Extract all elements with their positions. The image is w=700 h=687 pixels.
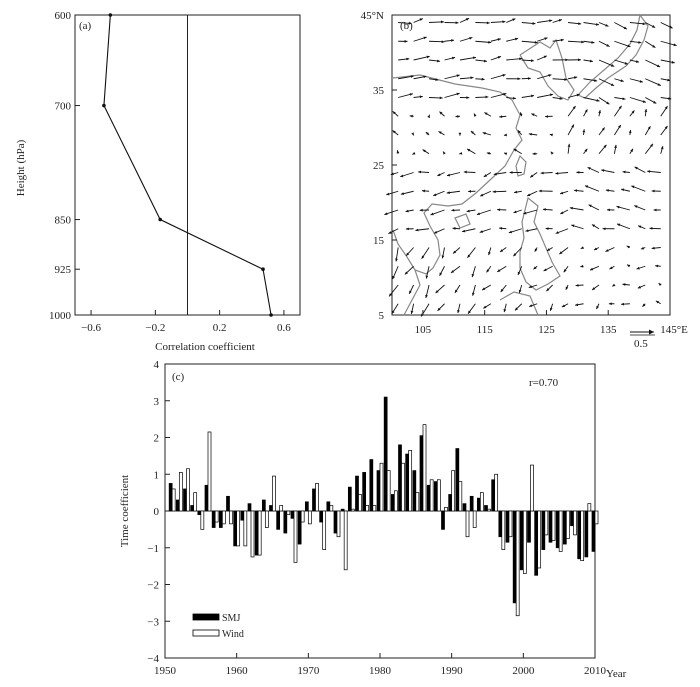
bar-smj-1963 <box>255 511 258 555</box>
bar-wind-2008 <box>581 511 584 561</box>
bar-wind-1961 <box>244 511 247 546</box>
bar-smj-1988 <box>434 482 437 511</box>
bar-smj-1974 <box>334 511 337 533</box>
bar-smj-1986 <box>420 436 423 511</box>
bar-wind-1993 <box>473 511 476 528</box>
bar-wind-1965 <box>273 476 276 511</box>
panel-c-ytick-label: −2 <box>147 579 159 592</box>
panel-a-xtick-label: 0.2 <box>212 322 227 334</box>
bar-smj-2003 <box>542 511 545 550</box>
bar-smj-1976 <box>348 487 351 511</box>
bar-smj-1993 <box>470 496 473 511</box>
bar-smj-1951 <box>169 483 172 511</box>
bar-smj-1985 <box>413 471 416 511</box>
bar-smj-1996 <box>492 480 495 511</box>
bar-wind-1978 <box>366 505 369 511</box>
bar-smj-1971 <box>312 489 315 511</box>
bar-smj-1987 <box>427 485 430 511</box>
bar-smj-1969 <box>298 511 301 544</box>
bar-wind-1985 <box>416 493 419 511</box>
panel-b-ytick-label: 25 <box>373 160 384 172</box>
legend-swatch-wind <box>193 630 219 636</box>
bar-wind-1968 <box>294 511 297 562</box>
bar-wind-1963 <box>258 511 261 555</box>
panel-c-ytick-label: 4 <box>153 359 159 371</box>
bar-wind-2010 <box>595 511 598 524</box>
bar-smj-2000 <box>520 511 523 570</box>
panel-a-point <box>158 218 162 222</box>
bar-smj-1998 <box>506 511 509 542</box>
bar-wind-1994 <box>480 493 483 511</box>
bar-wind-1986 <box>423 425 426 511</box>
bar-wind-1977 <box>359 494 362 511</box>
bar-smj-1972 <box>320 511 323 522</box>
bar-smj-1991 <box>456 449 459 511</box>
panel-a-xtick-label: −0.2 <box>145 322 166 334</box>
bar-smj-1994 <box>477 498 480 511</box>
bar-wind-1997 <box>502 511 505 550</box>
panel-c-ytick-label: 1 <box>153 469 159 482</box>
bar-smj-1965 <box>269 505 272 511</box>
panel-c-xtick-label: 1950 <box>154 665 176 677</box>
bar-wind-2009 <box>588 504 591 511</box>
panel-c-ytick-label: 3 <box>153 395 159 408</box>
bar-wind-1984 <box>409 450 412 511</box>
bar-wind-2000 <box>523 511 526 573</box>
bar-smj-1960 <box>234 511 237 546</box>
bar-smj-1995 <box>484 505 487 511</box>
bar-smj-1958 <box>219 511 222 528</box>
bar-wind-1974 <box>337 511 340 537</box>
bar-smj-2006 <box>563 511 566 544</box>
panel-a <box>15 10 300 353</box>
panel-a-ytick-label: 700 <box>54 100 71 113</box>
panel-b-ytick-label: 45°N <box>360 10 384 22</box>
bar-smj-1990 <box>449 494 452 511</box>
legend-label-smj: SMJ <box>222 613 241 624</box>
panel-a-point <box>109 13 113 17</box>
panel-c-annotation: r=0.70 <box>529 377 559 389</box>
panel-b <box>361 10 688 350</box>
bar-wind-2003 <box>545 511 548 535</box>
bar-wind-1959 <box>230 511 233 524</box>
panel-b-frame <box>392 15 670 315</box>
bar-smj-1968 <box>291 511 294 518</box>
panel-a-point <box>269 313 273 317</box>
bar-wind-2001 <box>531 465 534 511</box>
panel-c-xtick-label: 1990 <box>440 665 463 677</box>
panel-b-ytick-label: 5 <box>378 310 384 322</box>
bar-wind-1979 <box>373 505 376 511</box>
bar-wind-1983 <box>402 463 405 511</box>
bar-smj-2001 <box>527 511 530 542</box>
bar-smj-1952 <box>176 500 179 511</box>
panel-a-ytick-label: 600 <box>54 10 71 22</box>
bar-wind-1999 <box>516 511 519 616</box>
bar-smj-2010 <box>592 511 595 551</box>
reference-arrow-head <box>649 330 654 335</box>
bar-wind-1957 <box>215 511 218 522</box>
panel-a-point <box>261 267 265 271</box>
bar-smj-1962 <box>248 504 251 511</box>
panel-c-label: (c) <box>172 371 185 383</box>
bar-wind-1992 <box>466 511 469 537</box>
panel-b-xtick-label: 125 <box>538 324 555 336</box>
panel-b-xtick-label: 115 <box>476 324 493 336</box>
panel-a-xtick-label: 0.6 <box>277 322 291 334</box>
bar-wind-1982 <box>394 491 397 511</box>
bar-wind-1987 <box>430 480 433 511</box>
panel-b-xtick-label: 135 <box>599 324 617 336</box>
reference-vector-label: 0.5 <box>634 338 648 350</box>
bar-smj-1980 <box>377 471 380 511</box>
bar-wind-1954 <box>194 493 197 511</box>
panel-b-label: (b) <box>400 20 413 32</box>
bar-wind-2005 <box>559 511 562 551</box>
bar-wind-1956 <box>208 432 211 511</box>
bar-smj-1997 <box>499 511 502 537</box>
bar-wind-1976 <box>351 509 354 511</box>
panel-c <box>119 359 627 680</box>
bar-smj-2002 <box>535 511 538 575</box>
panel-a-xlabel: Correlation coefficient <box>155 341 255 353</box>
panel-c-xlabel: Year <box>606 668 627 680</box>
bar-wind-1990 <box>452 471 455 511</box>
bar-wind-1967 <box>287 511 290 515</box>
panel-c-ytick-label: 2 <box>153 432 159 445</box>
panel-c-legend <box>193 613 244 640</box>
bar-wind-1962 <box>251 511 254 557</box>
bar-wind-1958 <box>222 511 225 524</box>
bar-smj-2008 <box>578 511 581 559</box>
panel-c-xtick-label: 2000 <box>512 665 535 677</box>
bar-wind-2007 <box>574 511 577 535</box>
bar-wind-1998 <box>509 511 512 537</box>
bar-smj-2007 <box>570 511 573 526</box>
panel-c-ytick-label: −4 <box>147 653 159 665</box>
panel-a-ylabel: Height (hPa) <box>15 139 27 197</box>
panel-c-ylabel: Time coefficient <box>119 474 131 548</box>
panel-c-ytick-label: −1 <box>147 542 159 555</box>
panel-b-reference-vector <box>630 330 655 351</box>
legend-swatch-smj <box>193 614 219 620</box>
bar-smj-1999 <box>513 511 516 603</box>
bar-wind-1981 <box>387 471 390 511</box>
bar-wind-2004 <box>552 511 555 540</box>
bar-smj-1954 <box>191 505 194 511</box>
bar-smj-2005 <box>556 511 559 548</box>
bar-smj-1989 <box>441 511 444 529</box>
panel-a-ytick-label: 850 <box>54 214 71 227</box>
bar-wind-1975 <box>344 511 347 570</box>
bar-wind-1988 <box>437 480 440 511</box>
bar-smj-1964 <box>262 500 265 511</box>
bar-wind-1996 <box>495 474 498 511</box>
panel-c-xtick-label: 2010 <box>584 665 606 677</box>
bar-smj-1966 <box>277 511 280 529</box>
panel-b-xtick-label: 105 <box>414 324 432 336</box>
bar-wind-1955 <box>201 511 204 529</box>
bar-smj-1973 <box>327 502 330 511</box>
panel-b-xtick-label: 145°E <box>660 324 688 336</box>
bar-smj-1977 <box>355 476 358 511</box>
bar-smj-2009 <box>585 511 588 557</box>
bar-smj-2004 <box>549 511 552 542</box>
bar-smj-1956 <box>205 485 208 511</box>
bar-smj-1984 <box>406 454 409 511</box>
bar-wind-1970 <box>308 511 311 524</box>
bar-wind-1995 <box>488 509 491 511</box>
bar-smj-1983 <box>398 445 401 511</box>
bar-wind-1989 <box>445 507 448 511</box>
panel-c-xtick-label: 1980 <box>369 665 391 677</box>
bar-smj-1953 <box>183 489 186 511</box>
bar-wind-1952 <box>179 472 182 511</box>
panel-b-ytick-label: 35 <box>373 85 384 97</box>
panel-c-xtick-label: 1970 <box>297 665 320 677</box>
bar-wind-1964 <box>265 511 268 528</box>
bar-wind-1953 <box>187 469 190 511</box>
panel-a-point <box>102 104 106 108</box>
bar-wind-1971 <box>316 483 319 511</box>
bar-smj-1957 <box>212 511 215 528</box>
bar-smj-1959 <box>226 496 229 511</box>
bar-smj-1955 <box>198 511 201 515</box>
panel-c-ytick-label: 0 <box>153 506 159 518</box>
bar-smj-1970 <box>305 502 308 511</box>
panel-a-ytick-label: 925 <box>54 264 71 277</box>
bar-wind-1972 <box>323 511 326 550</box>
panel-a-label: (a) <box>79 20 92 32</box>
panel-a-ytick-label: 1000 <box>49 310 71 322</box>
bar-smj-1982 <box>391 494 394 511</box>
bar-wind-1980 <box>380 463 383 511</box>
bar-smj-1981 <box>384 397 387 511</box>
bar-wind-2006 <box>566 511 569 539</box>
bar-smj-1992 <box>463 504 466 511</box>
bar-wind-1966 <box>280 505 283 511</box>
panel-b-ytick-label: 15 <box>373 235 384 247</box>
bar-smj-1975 <box>341 509 344 511</box>
panel-c-xtick-label: 1960 <box>225 665 248 677</box>
bar-wind-1973 <box>330 505 333 511</box>
bar-wind-1969 <box>301 511 304 522</box>
legend-label-wind: Wind <box>222 629 244 640</box>
panel-a-xtick-label: −0.6 <box>81 322 102 334</box>
bar-wind-2002 <box>538 511 541 568</box>
bar-smj-1967 <box>284 511 287 533</box>
bar-wind-1960 <box>237 511 240 546</box>
bar-wind-1991 <box>459 482 462 511</box>
bar-smj-1979 <box>370 460 373 511</box>
panel-c-ytick-label: −3 <box>147 616 159 629</box>
bar-wind-1951 <box>172 489 175 511</box>
bar-smj-1978 <box>363 472 366 511</box>
bar-smj-1961 <box>241 511 244 520</box>
